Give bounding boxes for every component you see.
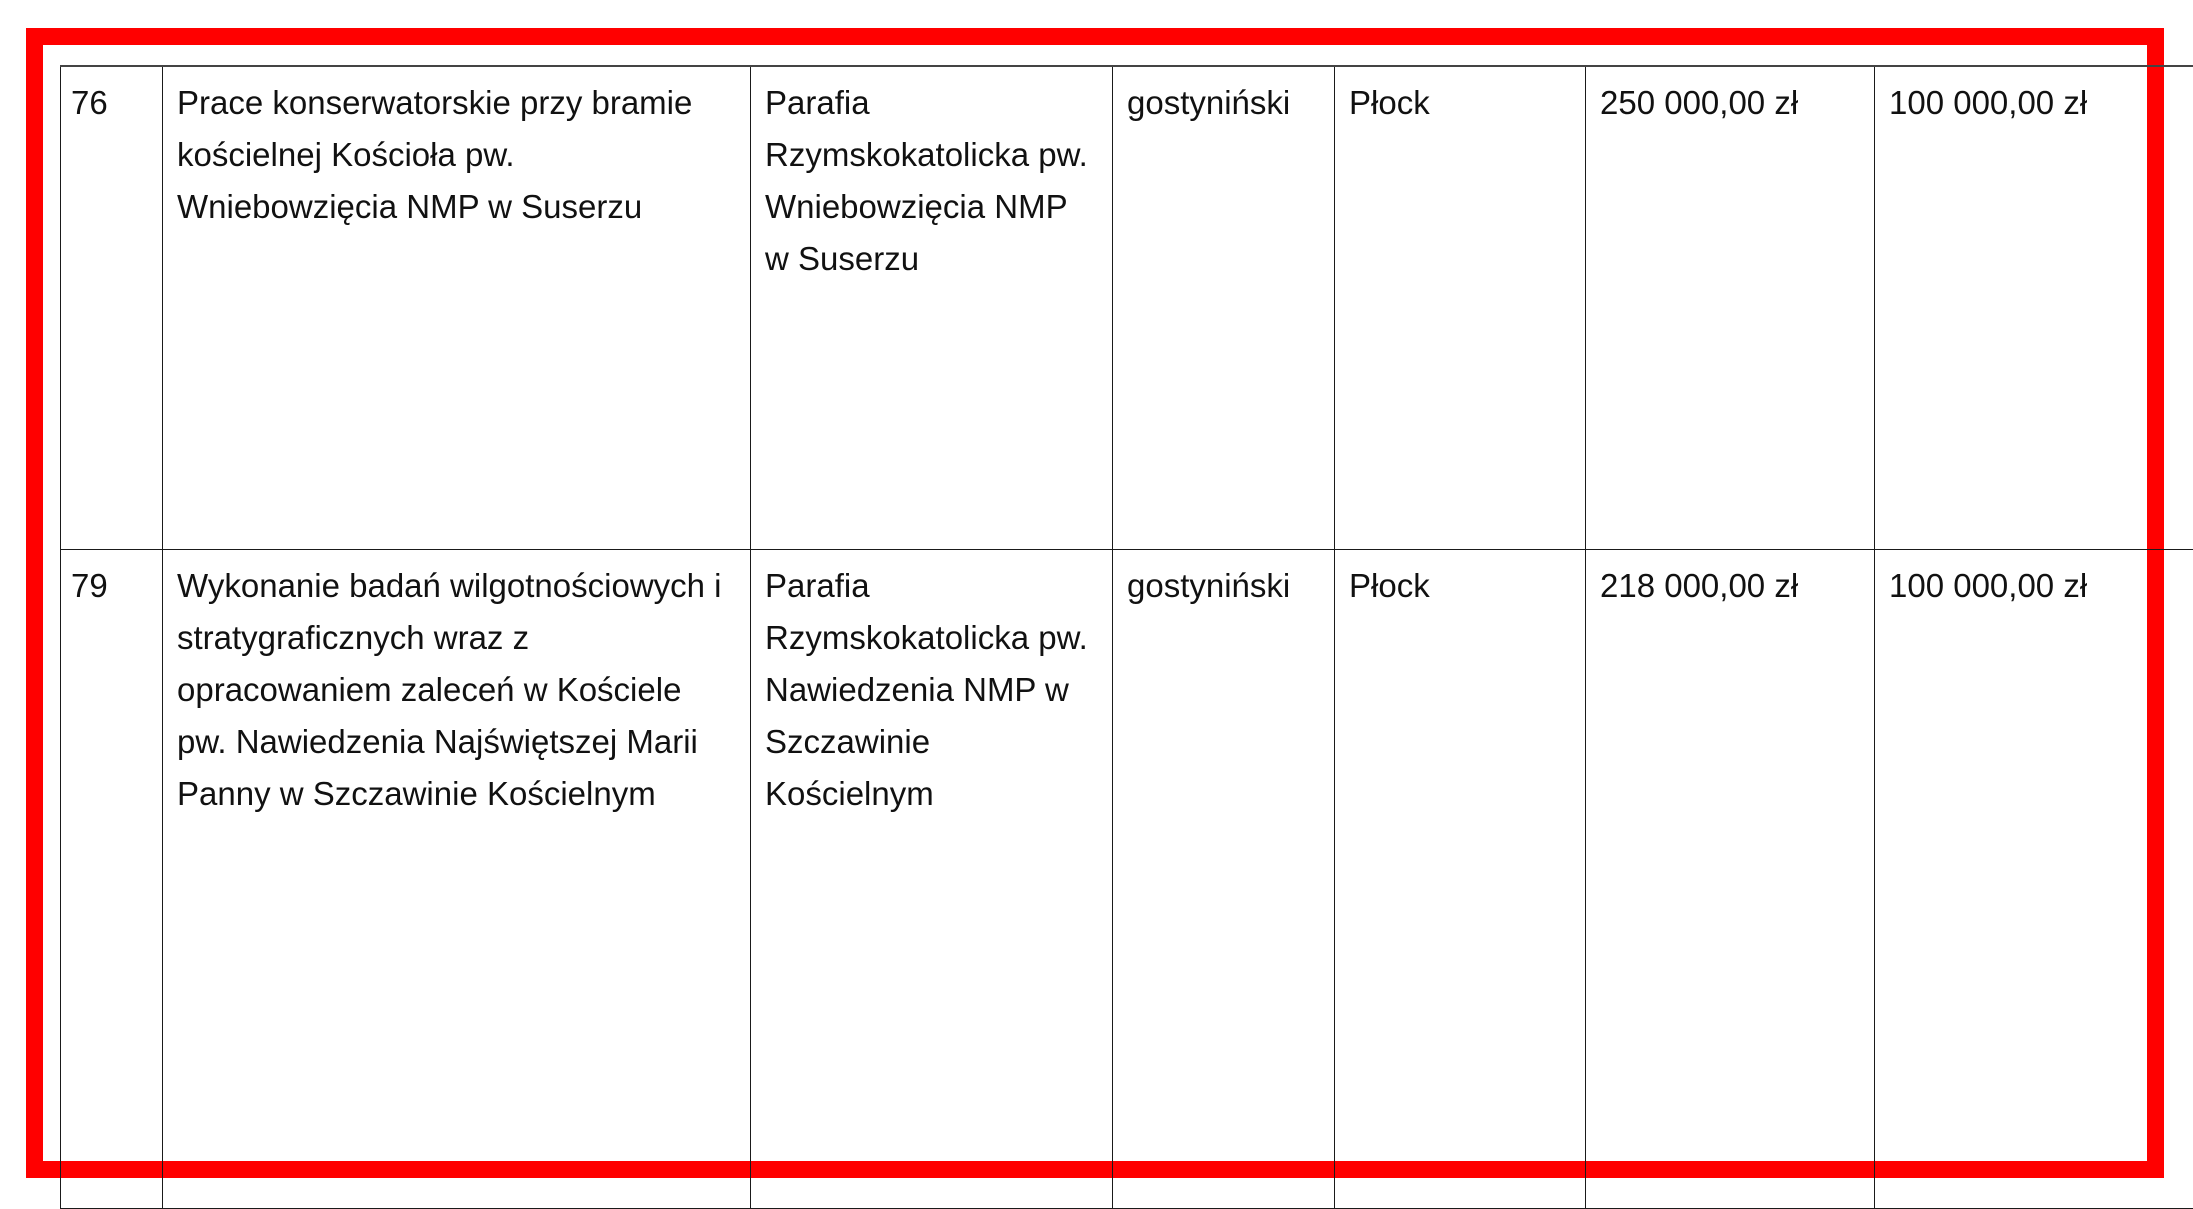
task-name: Prace konserwatorskie przy bramie kościelnej Kościoła pw. Wniebowzięcia NMP w Suserzu xyxy=(163,66,751,549)
table-row xyxy=(61,66,2193,549)
applicant-name: Parafia Rzymskokatolicka pw. Nawiedzenia NMP w Szczawinie Kościelnym xyxy=(751,549,1113,1208)
row-number: 79 xyxy=(61,549,163,1208)
total-cost: 218 000,00 zł xyxy=(1586,549,1875,1208)
grant-amount: 100 000,00 zł xyxy=(1875,66,2193,549)
county: gostyniński xyxy=(1113,66,1335,549)
diocese: Płock xyxy=(1335,549,1586,1208)
total-cost: 250 000,00 zł xyxy=(1586,66,1875,549)
grant-table xyxy=(60,65,2193,1209)
applicant-name: Parafia Rzymskokatolicka pw. Wniebowzięcia NMP w Suserzu xyxy=(751,66,1113,549)
grant-amount: 100 000,00 zł xyxy=(1875,549,2193,1208)
highlight-frame xyxy=(26,28,2164,1178)
diocese: Płock xyxy=(1335,66,1586,549)
table-row xyxy=(61,549,2193,1208)
task-name: Wykonanie badań wilgotnościowych i stratygraficznych wraz z opracowaniem zaleceń w Kościele pw. Nawiedzenia Najświętszej Marii Panny w Szczawinie Kościelnym xyxy=(163,549,751,1208)
row-number: 76 xyxy=(61,66,163,549)
county: gostyniński xyxy=(1113,549,1335,1208)
